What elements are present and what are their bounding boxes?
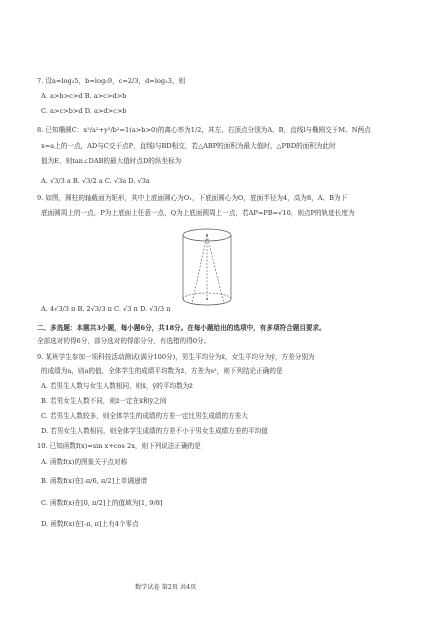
question-10-option-d: D. 函数f(x)在[-π, π]上有4个零点 bbox=[41, 520, 139, 528]
question-8-line-1: 8. 已知椭圆C：x²/a²+y²/b²=1(a>b>0)的离心率为1/2，其左、右顶点分别为A、B，直线l与椭圆交于M、N两点 bbox=[37, 126, 371, 134]
question-8-line-3: 值为E，则tan∠DAB的最大值时点D的纵坐标为 bbox=[41, 157, 182, 165]
question-9b-option-a: A. 若男生人数与女生人数相同，则x̄，ȳ的平均数为z̄ bbox=[41, 382, 193, 390]
question-7-options-ab: A. a>b>c>d B. a>c>d>b bbox=[41, 92, 127, 100]
question-9b-line-2: 的成绩为a，则a的值，全体学生的成绩平均数为z̄，方差为s²，则下列结论正确的是 bbox=[41, 367, 283, 375]
question-10-option-a: A. 函数f(x)的图象关于点对称 bbox=[41, 458, 128, 466]
section-2-instructions: 全部选对的得6分，部分选对的得部分分，有选错的得0分。 bbox=[37, 337, 211, 345]
section-2-heading: 二、多选题：本题共3小题，每小题6分，共18分。在每小题给出的选项中，有多项符合题目要求。 bbox=[37, 324, 326, 332]
cylinder-figure bbox=[172, 225, 242, 315]
question-9-line-2: 底面圆周上的一点，P为上底面上任意一点，Q为上底面圆周上一点，若AP=PB=√10，则点P的轨迹长度为 bbox=[41, 209, 355, 217]
question-10: 10. 已知函数f(x)=sin x+cos 2x，则下列说法正确的是 bbox=[37, 442, 201, 450]
question-9-options: A. 4√3/3 π B. 2√3/3 π C. √3 π D. √3/3 π bbox=[41, 305, 171, 313]
question-7: 7. 设a=log₃5，b=log₅9，c=2/3，d=log₂3，则 bbox=[37, 77, 186, 85]
question-9b-option-d: D. 若男女生人数相同，则全体学生成绩的方差不小于男女生成绩方差的平均值 bbox=[41, 427, 268, 435]
question-7-options-cd: C. a>c>b>d D. a>d>c>b bbox=[41, 107, 127, 115]
question-10-option-c: C. 函数f(x)在[0, π/2]上的值域为[1, 9/8] bbox=[41, 499, 163, 507]
question-9b-option-c: C. 若男生人数较多，则全体学生的成绩的方差一定比男生成绩的方差大 bbox=[41, 412, 248, 420]
question-10-option-b: B. 函数f(x)在[-π/6, π/2]上单调递增 bbox=[41, 477, 148, 485]
question-9-line-1: 9. 如图，圆柱的轴截面为矩形，其中上底面圆心为O₁，下底面圆心为O，底面半径为4，高为8，A、B为下 bbox=[37, 194, 348, 202]
question-8-options: A. √3/3 a B. √3/2 a C. √3a D. √3a bbox=[41, 177, 150, 185]
question-8-line-2: x=a上的一点，AD与C交于点P，直线l与BD相交，若△ABP的面积为最大值时，△PBD的面积为此时 bbox=[41, 142, 336, 150]
question-9b-option-b: B. 若男女生人数不同，则z̄一定在x̄和ȳ之间 bbox=[41, 397, 167, 405]
page-footer: 数学试卷 第2页 共4页 bbox=[135, 584, 197, 591]
question-9b-line-1: 9. 某班学生参加一项科技活动测试(满分100分)，男生平均分为x̄，女生平均分为ȳ，方差分别为 bbox=[37, 353, 315, 361]
